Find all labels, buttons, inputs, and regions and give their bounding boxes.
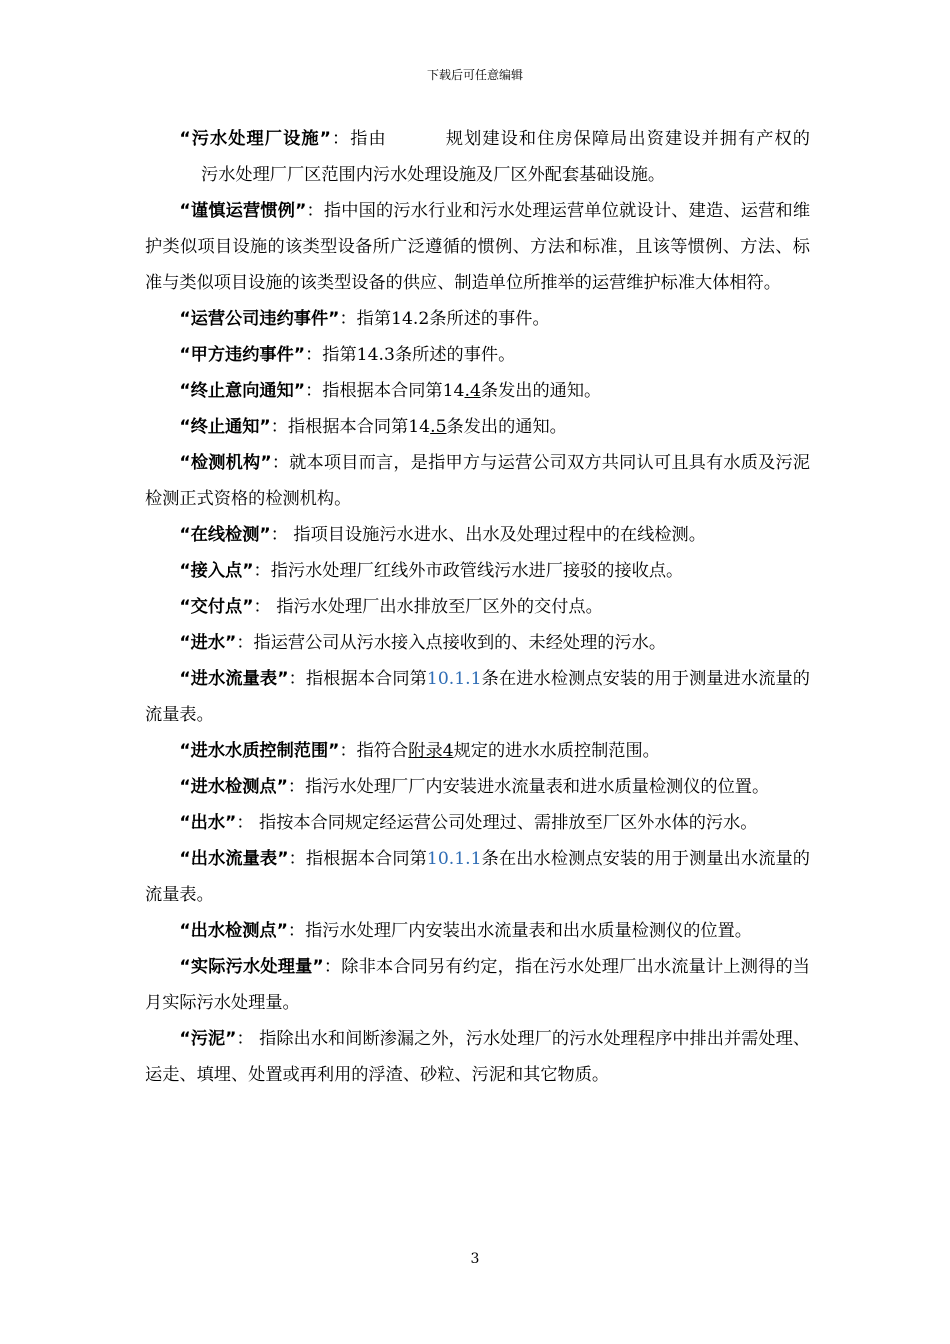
definition-paragraph — [145, 733, 810, 769]
definition-paragraph — [145, 445, 810, 517]
clause-link[interactable]: 10.1.1 — [426, 849, 482, 869]
definition-paragraph — [145, 337, 810, 373]
definition-text: ：指根据本合同第 — [288, 669, 427, 689]
defined-term: “终止通知” — [179, 417, 271, 437]
definition-paragraph — [145, 913, 810, 949]
definition-text: ：指由 — [330, 129, 387, 149]
definition-text: ：就本项目而言，是指甲方与运营公司双方共同认可且具有水质及污泥检测正式资格的检测机构。 — [145, 453, 810, 509]
definition-text: ：指根据本合同第14 — [305, 381, 465, 401]
definition-paragraph — [145, 625, 810, 661]
definition-paragraph — [145, 373, 810, 409]
definition-text: 条在进水检测点安装的用于测量进水流量的流量表。 — [145, 669, 810, 725]
definition-text: 规划建设和住房保障局出资建设并拥有产权的 — [444, 129, 810, 149]
definition-paragraph — [145, 409, 810, 445]
defined-term: “终止意向通知” — [179, 381, 306, 401]
defined-term: “污水处理厂设施” — [179, 129, 331, 149]
defined-term: “进水流量表” — [179, 669, 289, 689]
definition-paragraph — [145, 517, 810, 553]
definition-text: 条发出的通知。 — [480, 381, 602, 401]
page-header: 下载后可任意编辑 — [426, 68, 523, 82]
definition-text: ：指污水处理厂厂内安装进水流量表和进水质量检测仪的位置。 — [287, 777, 770, 797]
definition-paragraph — [145, 949, 810, 1021]
definition-text: ： 指项目设施污水进水、出水及处理过程中的在线检测。 — [270, 525, 706, 545]
definition-text: 条发出的通知。 — [446, 417, 567, 437]
clause-reference: .4 — [464, 381, 481, 401]
clause-reference: .5 — [430, 417, 447, 437]
defined-term: “污泥” — [179, 1029, 237, 1049]
definition-paragraph — [145, 661, 810, 733]
definition-paragraph — [145, 589, 810, 625]
defined-term: “检测机构” — [179, 453, 272, 473]
definition-text: ：指根据本合同第14 — [270, 417, 431, 437]
definition-text: ：指第14.2条所述的事件。 — [339, 309, 550, 329]
definition-text: 污水处理厂厂区范围内污水处理设施及厂区外配套基础设施。 — [201, 165, 666, 185]
definition-paragraph — [145, 805, 810, 841]
definition-text: ：指第14.3条所述的事件。 — [305, 345, 516, 365]
definition-paragraph — [145, 1021, 810, 1093]
defined-term: “出水” — [179, 813, 237, 833]
defined-term: “运营公司违约事件” — [179, 309, 340, 329]
defined-term: “进水检测点” — [179, 777, 288, 797]
page-number: 3 — [470, 1251, 480, 1267]
definition-paragraph — [145, 121, 810, 193]
defined-term: “出水流量表” — [179, 849, 289, 869]
definition-paragraph — [145, 769, 810, 805]
definition-text: ： 指污水处理厂出水排放至厂区外的交付点。 — [253, 597, 603, 617]
definition-text: ： 指按本合同规定经运营公司处理过、需排放至厂区外水体的污水。 — [236, 813, 758, 833]
definition-text: ：指根据本合同第 — [288, 849, 427, 869]
defined-term: “交付点” — [179, 597, 254, 617]
definition-text: ：指污水处理厂内安装出水流量表和出水质量检测仪的位置。 — [287, 921, 752, 941]
definition-text: ： 指除出水和间断渗漏之外，污水处理厂的污水处理程序中排出并需处理、运走、填埋、处置或再利用的浮渣、砂粒、污泥和其它物质。 — [145, 1029, 811, 1085]
defined-term: “实际污水处理量” — [179, 957, 324, 977]
definition-text: ：指符合 — [339, 741, 409, 761]
definition-text: 规定的进水水质控制范围。 — [453, 741, 660, 761]
defined-term: “出水检测点” — [179, 921, 288, 941]
definition-paragraph — [145, 841, 810, 913]
clause-link[interactable]: 10.1.1 — [426, 669, 482, 689]
defined-term: “进水” — [179, 633, 237, 653]
appendix-reference: 附录4 — [408, 741, 454, 761]
definition-paragraph — [145, 301, 810, 337]
document-body — [145, 121, 810, 1093]
definition-paragraph — [145, 553, 810, 589]
defined-term: “在线检测” — [179, 525, 271, 545]
definition-text: ：指污水处理厂红线外市政管线污水进厂接驳的接收点。 — [253, 561, 684, 581]
definition-text: ：除非本合同另有约定，指在污水处理厂出水流量计上测得的当月实际污水处理量。 — [145, 957, 810, 1013]
definition-text: ：指中国的污水行业和污水处理运营单位就设计、建造、运营和维护类似项目设施的该类型设备所广泛遵循的惯例、方法和标准，且该等惯例、方法、标准与类似项目设施的该类型设备的供应、制造单位所推举的运营维护标准大体相符。 — [145, 201, 811, 293]
defined-term: “接入点” — [179, 561, 254, 581]
defined-term: “谨慎运营惯例” — [179, 201, 307, 221]
definition-paragraph — [145, 193, 810, 301]
definition-text: 条在出水检测点安装的用于测量出水流量的流量表。 — [145, 849, 810, 905]
defined-term: “甲方违约事件” — [179, 345, 306, 365]
definition-text: ：指运营公司从污水接入点接收到的、未经处理的污水。 — [236, 633, 667, 653]
defined-term: “进水水质控制范围” — [179, 741, 340, 761]
